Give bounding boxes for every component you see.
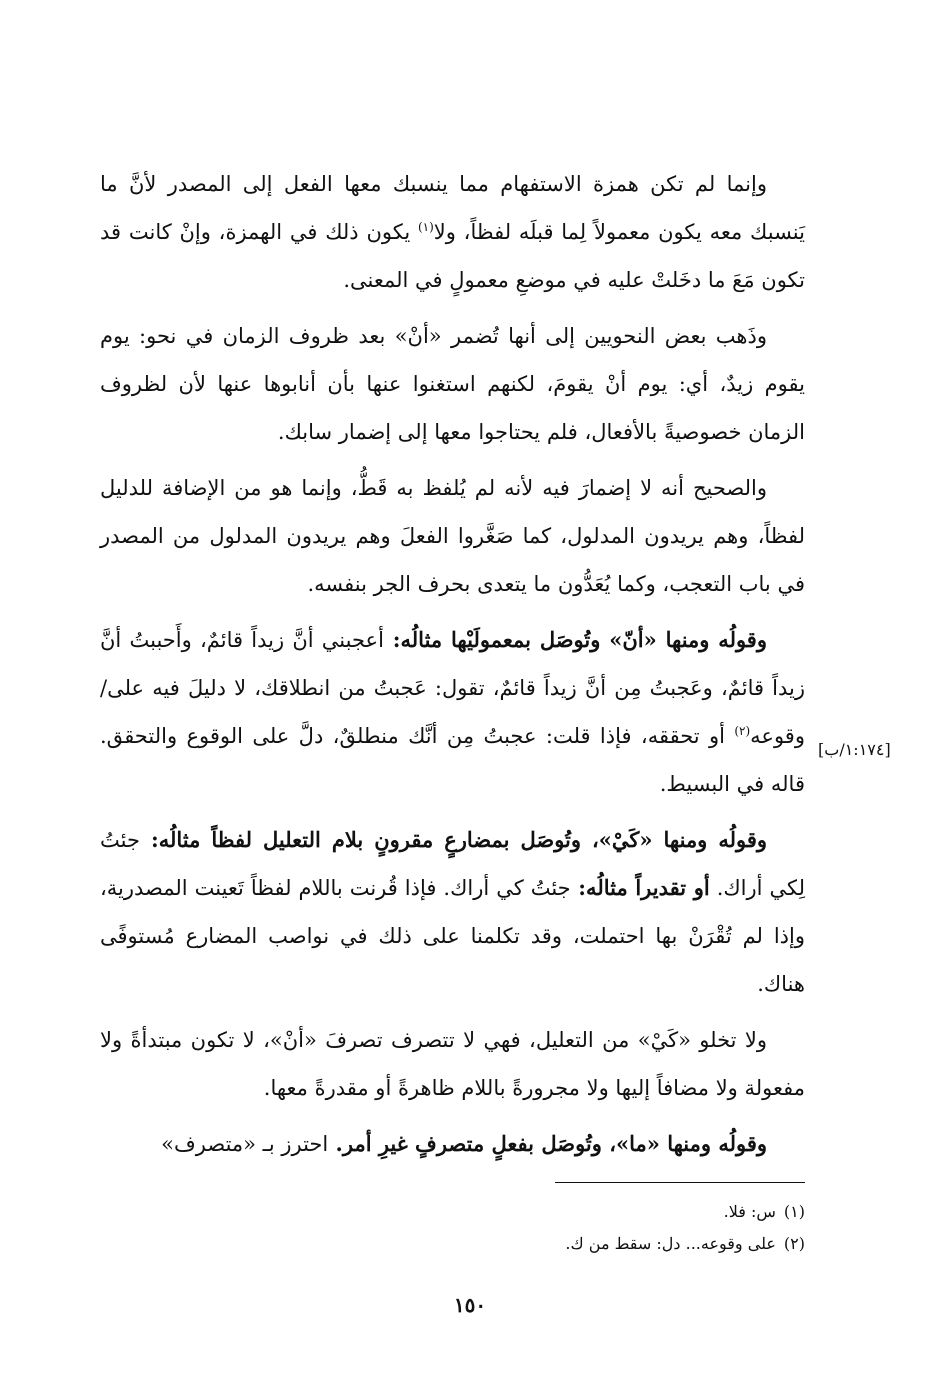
text-segment: جئتُ لِكي أراك. (100, 828, 805, 900)
footnotes (400, 1196, 805, 1260)
paragraph-4 (100, 616, 805, 808)
paragraph-3 (100, 464, 805, 608)
text-segment: جئتُ كي أراك. فإذا قُرنت باللام لفظاً تَعينت المصدرية، وإذا لم تُقْرَنْ بها احتملت، وقد تكلمنا على ذلك في نواصب المضارع مُستوفًى هناك. (100, 876, 805, 996)
text-segment: يكون ذلك في الهمزة، وإنْ كانت قد تكون مَعَ ما دخَلتْ عليه في موضعِ معمولٍ في المعنى. (100, 220, 805, 292)
text-segment: وإنما لم تكن همزة الاستفهام مما ينسبك معها الفعل إلى المصدر لأنَّ ما يَنسبك معه يكون معمولاً لِما قبلَه لفظاً، ولا (100, 172, 805, 244)
paragraph-7 (100, 1120, 805, 1168)
text-segment: أو تحققه، فإذا قلت: عجبتُ مِن أنَّك منطلقٌ، دلَّ على الوقوع والتحقق. قاله في البسيط. (100, 724, 805, 796)
footnote-ref-2: (٢) (734, 724, 751, 738)
paragraph-5 (100, 816, 805, 1008)
text-segment: أعجبني أنَّ زيداً قائمٌ، وأَحببتُ أنَّ زيداً قائمٌ، وعَجبتُ مِن أنَّ زيداً قائمٌ، تقول: عَجبتُ من انطلاقك، لا دليلَ فيه على/ وقوعه (100, 628, 805, 748)
quoted-matn: أو تقديراً مثالُه: (570, 875, 710, 900)
footnote-number: (١) (783, 1202, 805, 1221)
text-segment: وذَهب بعض النحويين إلى أنها تُضمر «أنْ» بعد ظروف الزمان في نحو: يوم يقوم زيدٌ، أي: يوم أنْ يقومَ، لكنهم استغنوا عنها بأن أنابوها عنها لأن لظروف الزمان خصوصيةً بالأفعال، فلم يحتاجوا معها إلى إضمار سابك. (100, 324, 805, 444)
quoted-matn: وقولُه ومنها «كَيْ»، وتُوصَل بمضارعٍ مقرونٍ بلام التعليل لفظاً مثالُه: (139, 827, 767, 852)
paragraph-6 (100, 1016, 805, 1112)
footnote-divider (555, 1182, 805, 1183)
footnote-2 (400, 1228, 805, 1260)
text-segment: ولا تخلو «كَيْ» من التعليل، فهي لا تتصرف تصرفَ «أنْ»، لا تكون مبتدأةً ولا مفعولة ولا مضافاً إليها ولا مجرورةً باللام ظاهرةً أو مقدرةً معها. (100, 1028, 805, 1100)
footnote-1 (400, 1196, 805, 1228)
quoted-matn: وقولُه ومنها «أنّ» وتُوصَل بمعمولَيْها مثالُه: (383, 627, 767, 652)
text-segment: والصحيح أنه لا إضمارَ فيه لأنه لم يُلفظ به قَطُّ، وإنما هو من الإضافة للدليل لفظاً، وهم يريدون المدلول، كما صَغَّروا الفعلَ وهم يريدون المدلول من المصدر في باب التعجب، وكما يُعَدُّون ما يتعدى بحرف الجر بنفسه. (100, 476, 805, 596)
text-segment: احترز بـ «متصرف» (161, 1132, 329, 1156)
page-number: ١٥٠ (453, 1293, 487, 1317)
paragraph-1 (100, 160, 805, 304)
footnote-ref-1: (١) (417, 220, 434, 234)
quoted-matn: وقولُه ومنها «ما»، وتُوصَل بفعلٍ متصرفٍ غيرِ أمر. (328, 1131, 767, 1156)
manuscript-folio-note: [١:١٧٤/ب] (818, 740, 891, 759)
main-text (100, 160, 805, 1176)
footnote-number: (٢) (783, 1234, 805, 1253)
footnote-text: على وقوعه... دل: سقط من ك. (565, 1234, 776, 1253)
footnote-text: س: فلا. (723, 1202, 776, 1221)
paragraph-2 (100, 312, 805, 456)
